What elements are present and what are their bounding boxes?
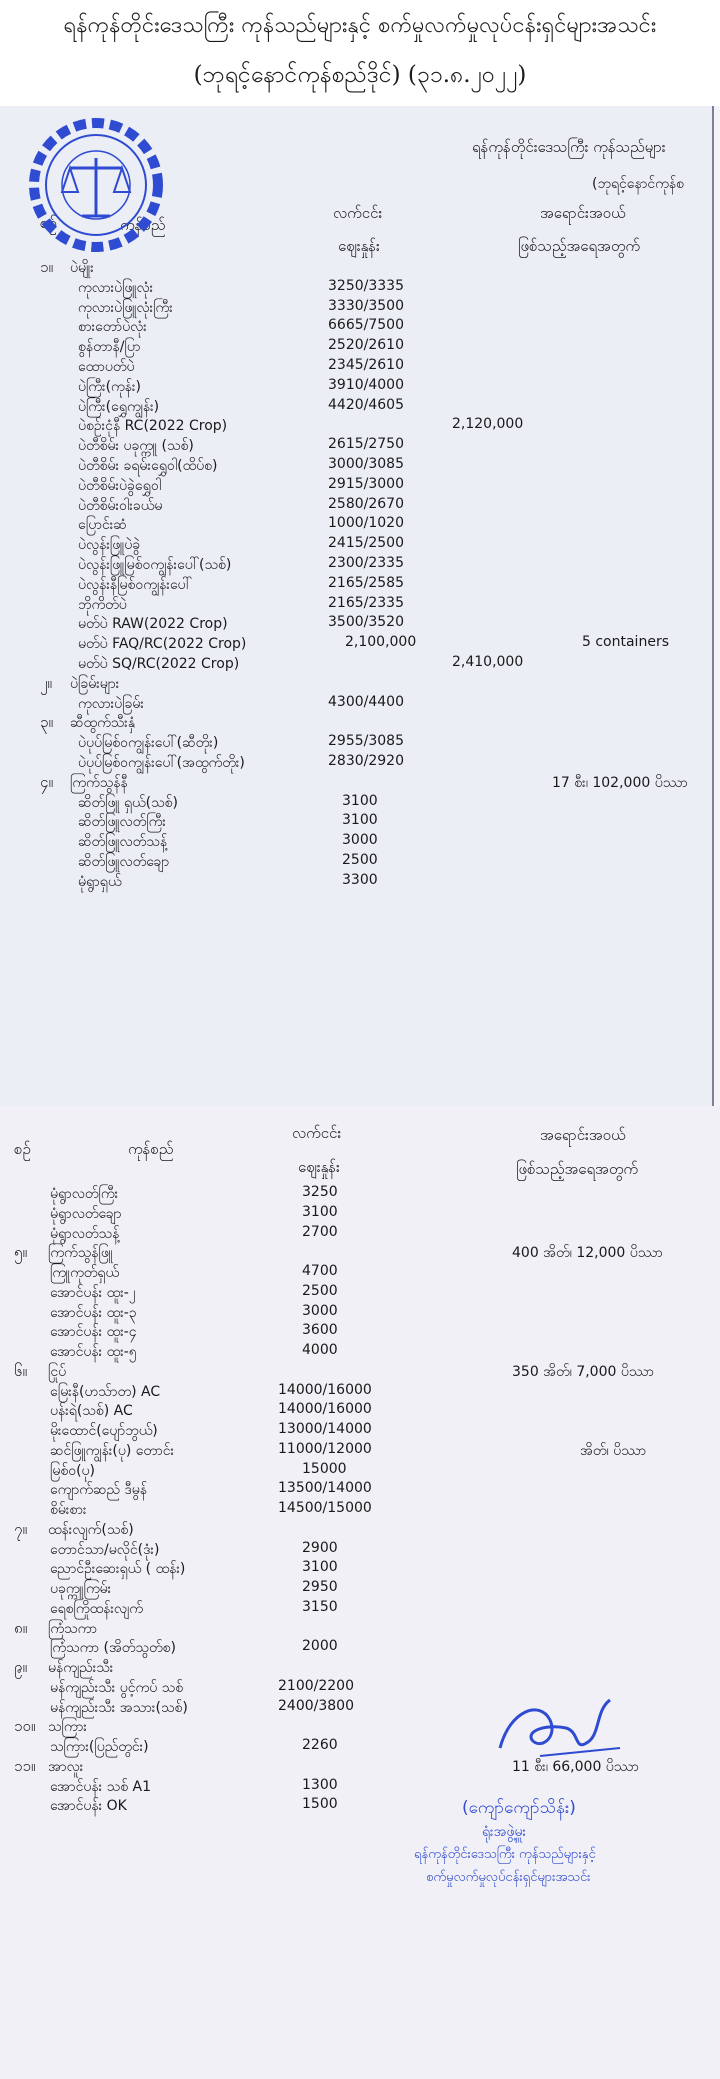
spot-price: 3000 <box>342 832 378 849</box>
commodity-name: စွန်တာနီ/ပြာ <box>78 339 141 356</box>
spot-price: 14000/16000 <box>278 1401 372 1418</box>
commodity-name: မုံရွာလတ်ကြီး <box>50 1186 119 1202</box>
spot-price: 1300 <box>302 1776 338 1793</box>
spot-price: 11000/12000 <box>278 1440 372 1457</box>
category-number: ၁၁။ <box>14 1756 36 1775</box>
trade-volume: အိတ်၊ ပိဿာ <box>580 1442 647 1459</box>
category-name: ကြံသကာ <box>48 1620 98 1637</box>
col-header-volume-2: ဖြစ်သည့်အရေအတွက် <box>516 1160 639 1178</box>
commodity-name: မတ်ပဲ SQ/RC(2022 Crop) <box>78 656 240 672</box>
commodity-name: ဆိတ်ဖြူ ရှယ်(သစ်) <box>78 794 178 811</box>
commodity-name: ကြူကုတ်ရှယ် <box>50 1265 120 1281</box>
spot-price: 3330/3500 <box>328 297 404 314</box>
spot-price: 2500 <box>342 852 378 868</box>
col-header-current: လက်ငင်း <box>333 204 383 222</box>
category-number: ၁။ <box>40 258 53 276</box>
handwritten-signature-icon <box>470 1690 670 1770</box>
spot-price: 3100 <box>302 1559 338 1576</box>
spot-price: 4000 <box>302 1342 338 1358</box>
spot-price: 2260 <box>302 1737 338 1753</box>
commodity-name: ပခုက္ကူကြမ်း <box>50 1581 112 1597</box>
col-header-price-2: ဈေးနှုန်း <box>298 1158 340 1176</box>
commodity-name: စိမ်းစား <box>50 1502 87 1518</box>
commodity-name: ထောပတ်ပဲ <box>78 359 135 375</box>
exchange-date-title: (ဘုရင့်နောင်ကုန်စည်ဒိုင်) (၃၁.၈.၂၀၂၂) <box>193 62 527 88</box>
spot-price: 2165/2585 <box>328 574 404 591</box>
commodity-name: ကျောက်ဆည် ဒီမွန် <box>50 1482 148 1499</box>
spot-price: 4700 <box>302 1263 338 1279</box>
spot-price: 3300 <box>342 871 378 888</box>
spot-price: 2950 <box>302 1579 338 1595</box>
category-name: ဆီထွက်သီးနှံ <box>70 715 136 732</box>
spot-price: 2915/3000 <box>328 475 404 492</box>
commodity-name: ပဲပုပ်မြစ်ဝကျွန်းပေါ်(အထွက်တိုး) <box>78 755 245 771</box>
category-number: ၁၀။ <box>14 1717 36 1736</box>
price-sheet-page-2 <box>0 1106 720 2079</box>
spot-price: 3000/3085 <box>328 456 404 472</box>
commodity-name: မန်ကျည်းသီး အသား(သစ်) <box>50 1699 188 1716</box>
commodity-name: ညောင်ဦးဆေးရှယ် ( ထန်း) <box>50 1561 186 1578</box>
col-header-future-2: အရောင်းအဝယ် <box>540 1126 626 1144</box>
spot-price: 2345/2610 <box>328 357 404 373</box>
category-name: ပဲမျိုး <box>70 260 94 276</box>
sheet-org-name: ရန်ကုန်တိုင်းဒေသကြီး ကုန်သည်များ <box>472 138 666 156</box>
commodity-name: ပဲလွန်းဖြူမြစ်ဝကျွန်းပေါ်(သစ်) <box>78 557 232 573</box>
spot-price: 2580/2670 <box>328 495 404 512</box>
spot-price: 2700 <box>302 1223 338 1240</box>
org-title: ရန်ကုန်တိုင်းဒေသကြီး ကုန်သည်များနှင့် စက်မှုလက်မှုလုပ်ငန်းရှင်များအသင်း <box>63 13 657 38</box>
category-name: ကြက်သွန်နီ <box>70 774 128 791</box>
spot-price: 2955/3085 <box>328 733 404 750</box>
commodity-name: အောင်ပန်း ထူး-၄ <box>50 1324 137 1341</box>
commodity-name: ကုလားပဲဖြူလုံးကြီး <box>78 299 173 316</box>
spot-price: 2500 <box>302 1282 338 1299</box>
category-number: ၉။ <box>14 1658 27 1676</box>
spot-price: 2415/2500 <box>328 535 404 552</box>
spot-price: 4300/4400 <box>328 693 404 710</box>
col-header-current-2: လက်ငင်း <box>292 1124 342 1142</box>
category-name: သကြား <box>48 1719 87 1736</box>
spot-price: 13500/14000 <box>278 1480 372 1497</box>
category-number: ၂။ <box>40 673 52 692</box>
category-number: ၅။ <box>14 1243 27 1262</box>
col-header-price: ဈေးနှုန်း <box>338 237 380 255</box>
spot-price: 3600 <box>302 1322 338 1339</box>
commodity-name: ပဲကြီး(ကုန်း) <box>78 378 142 395</box>
spot-price: 2,100,000 <box>345 634 417 651</box>
commodity-name: ကုလားပဲခြမ်း <box>78 695 144 712</box>
category-number: ၄။ <box>40 772 53 791</box>
spot-price: 2615/2750 <box>328 436 404 453</box>
category-name: ပဲခြမ်းများ <box>70 675 120 692</box>
commodity-name: အောင်ပန်း သစ် A1 <box>50 1778 152 1795</box>
signatory-name: (ကျော်ကျော်သိန်း) <box>462 1798 576 1818</box>
document-header <box>0 0 720 106</box>
spot-price: 3250 <box>302 1184 338 1200</box>
category-number: ၈။ <box>14 1618 28 1637</box>
future-price: 2,120,000 <box>452 416 524 433</box>
col-header-item-2: ကုန်စည် <box>128 1140 174 1158</box>
spot-price: 1000/1020 <box>328 515 404 532</box>
col-header-volume: ဖြစ်သည့်အရေအတွက် <box>518 237 641 255</box>
col-header-future: အရောင်းအဝယ် <box>540 204 626 222</box>
category-name: ထန်းလျက်(သစ်) <box>48 1521 134 1538</box>
spot-price: 3100 <box>342 792 378 809</box>
spot-price: 14000/16000 <box>278 1381 372 1398</box>
commodity-name: တောင်သာ/မလိုင်(ဒုံး) <box>50 1541 160 1558</box>
commodity-name: မြေးနီ(ဟသ်ာတ) AC <box>50 1383 161 1400</box>
commodity-name: ဘိုကိတ်ပဲ <box>78 596 127 613</box>
spot-price: 2400/3800 <box>278 1697 354 1714</box>
col-header-no: စဉ် <box>40 214 57 232</box>
commodity-name: ဆိတ်ဖြူလတ်ကြီး <box>78 814 166 831</box>
category-name: ငြုပ် <box>48 1363 67 1380</box>
commodity-name: မတ်ပဲ FAQ/RC(2022 Crop) <box>78 636 247 653</box>
trade-volume: 5 containers <box>582 634 669 651</box>
spot-price: 2520/2610 <box>328 337 404 354</box>
category-number: ၇။ <box>14 1519 27 1538</box>
commodity-name: ကုလားပဲဖြူလုံး <box>78 279 154 296</box>
commodity-name: အောင်ပန်း ထူး-၂ <box>50 1284 136 1301</box>
commodity-name: မုံရွာလတ်ချော <box>50 1205 122 1222</box>
commodity-name: ပဲတီစိမ်းပဲခွဲရွှေဝါ <box>78 477 162 494</box>
commodity-name: ပြောင်းဆံ <box>78 517 127 534</box>
commodity-name: မြစ်ဝ(ပု) <box>50 1462 95 1479</box>
category-number: ၆။ <box>14 1361 27 1380</box>
category-name: မန်ကျည်းသီး <box>48 1660 114 1676</box>
commodity-name: ပဲလွန်းနီမြစ်ဝကျွန်းပေါ် <box>78 576 192 593</box>
trade-volume: 17 စီး၊ 102,000 ပိဿာ <box>552 774 688 791</box>
commodity-name: ရေစကြိုထန်းလျက် <box>50 1600 143 1617</box>
spot-price: 2000 <box>302 1638 338 1655</box>
col-header-item: ကုန်စည် <box>120 216 166 234</box>
category-name: အာလူး <box>48 1758 84 1775</box>
trade-volume: 11 စီး၊ 66,000 ပိဿာ <box>512 1758 639 1775</box>
category-name: ကြက်သွန်ဖြူ <box>48 1245 113 1262</box>
spot-price: 14500/15000 <box>278 1500 372 1516</box>
spot-price: 3910/4000 <box>328 376 404 393</box>
commodity-name: ပဲပုပ်မြစ်ဝကျွန်းပေါ်(ဆီတိုး) <box>78 735 219 752</box>
spot-price: 4420/4605 <box>328 396 404 413</box>
commodity-name: ပဲစဉ်းငုံနီ RC(2022 Crop) <box>78 418 228 435</box>
spot-price: 3100 <box>342 812 378 829</box>
spot-price: 13000/14000 <box>278 1421 372 1437</box>
association-seal-icon <box>2 106 190 264</box>
future-price: 2,410,000 <box>452 654 524 670</box>
commodity-name: ပဲကြီး(ရွှေကျွန်း) <box>78 398 160 415</box>
commodity-name: မုံရွာလတ်သန့် <box>50 1225 120 1242</box>
spot-price: 3000 <box>302 1302 338 1319</box>
trade-volume: 400 အိတ်၊ 12,000 ပိဿာ <box>512 1245 663 1262</box>
commodity-name: ပဲတီစိမ်း ပခုက္ကူ (သစ်) <box>78 438 194 455</box>
spot-price: 3500/3520 <box>328 614 404 631</box>
category-number: ၃။ <box>40 713 53 732</box>
commodity-name: ပဲတီစိမ်းဝါးခယ်မ <box>78 497 163 514</box>
spot-price: 2900 <box>302 1539 338 1556</box>
commodity-name: သကြား(ပြည်တွင်း) <box>50 1739 149 1755</box>
commodity-name: ပဲလွန်းဖြူပဲခွဲ <box>78 537 141 554</box>
commodity-name: မတ်ပဲ RAW(2022 Crop) <box>78 616 228 633</box>
commodity-name: ဆိတ်ဖြူလတ်ချော <box>78 854 170 870</box>
commodity-name: မုံရွာရှယ် <box>78 873 122 890</box>
commodity-name: ပန်းရဲ(သစ်) AC <box>50 1403 133 1420</box>
commodity-name: စားတော်ပဲလုံး <box>78 319 147 336</box>
commodity-name: အောင်ပန်း ထူး-၅ <box>50 1344 137 1360</box>
spot-price: 2830/2920 <box>328 753 404 769</box>
spot-price: 3100 <box>302 1203 338 1220</box>
trade-volume: 350 အိတ်၊ 7,000 ပိဿာ <box>512 1363 654 1380</box>
commodity-name: အောင်ပန်း ထူး-၃ <box>50 1304 137 1321</box>
spot-price: 3250/3335 <box>328 277 404 294</box>
spot-price: 2100/2200 <box>278 1677 354 1694</box>
commodity-name: မိုးထောင်(ပျော်ဘွယ်) <box>50 1423 158 1439</box>
spot-price: 2300/2335 <box>328 555 404 571</box>
signatory-title: ရုံးအဖွဲ့မှူး <box>482 1824 526 1840</box>
sheet-exchange-name: (ဘုရင့်နောင်ကုန်စ <box>592 176 684 192</box>
col-header-no-2: စဉ် <box>14 1140 31 1158</box>
spot-price: 3150 <box>302 1598 338 1615</box>
commodity-name: ကြံသကာ (အိတ်သွတ်စ) <box>50 1640 176 1657</box>
spot-price: 15000 <box>302 1460 347 1477</box>
commodity-name: ပဲတီစိမ်း ခရမ်းရွှေဝါ(ထိပ်စ) <box>78 458 218 474</box>
signatory-org-line1: ရန်ကုန်တိုင်းဒေသကြီး ကုန်သည်များနှင့် <box>414 1847 596 1862</box>
commodity-name: အောင်ပန်း OK <box>50 1798 127 1815</box>
commodity-name: ဆင်ဖြူကျွန်း(ပု) တောင်း <box>50 1442 175 1459</box>
spot-price: 1500 <box>302 1796 338 1813</box>
spot-price: 6665/7500 <box>328 317 404 334</box>
spot-price: 2165/2335 <box>328 594 404 611</box>
commodity-name: ဆိတ်ဖြူလတ်သန့် <box>78 834 168 851</box>
signatory-org-line2: စက်မှုလက်မှုလုပ်ငန်းရှင်များအသင်း <box>426 1870 591 1885</box>
commodity-name: မန်ကျည်းသီး ပွင့်ကပ် သစ် <box>50 1679 184 1696</box>
